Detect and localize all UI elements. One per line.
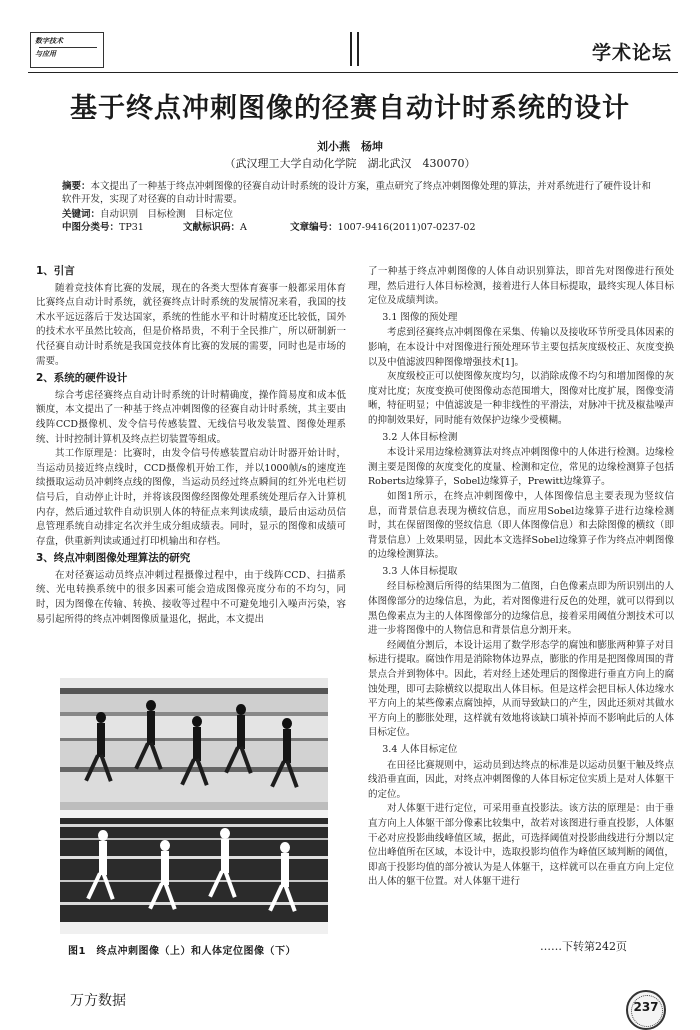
- paragraph: 考虑到径赛终点冲刺图像在采集、传输以及接收环节所受具体因素的影响，在本设计中对图像进行预处理环节主要包括灰度级校正、灰度变换以及中值滤波四种图像增强技术[1]。: [368, 327, 674, 368]
- doc-code-value: A: [240, 222, 247, 233]
- subsection-heading: 3.2 人体目标检测: [382, 431, 458, 443]
- finish-sprint-image: [60, 678, 328, 802]
- abstract-text: 本文提出了一种基于终点冲刺图像的径赛自动计时系统的设计方案，重点研究了终点冲刺图像处理的算法，并对系统进行了硬件设计和软件开发，实现了对径赛的自动计时需要。: [62, 181, 652, 205]
- paragraph: 如图1所示，在终点冲刺图像中，人体图像信息主要表现为竖纹信息，而背景信息表现为横纹信息，而应用Sobel边缘算子进行边缘检测时，其在保留图像的竖纹信息（即人体图像信息）和去除图像的横纹（即背景信息）上效果明显，因此本文选择Sobel边缘算子作为终点冲刺图像的边缘检测算法。: [368, 490, 674, 561]
- paragraph: 其工作原理是：比赛时，由发令信号传感装置启动计时器开始计时，当运动员接近终点线时，CCD摄像机开始工作，并以1000帧/s的速度连续摄取运动员冲刺终点线的图像，当运动员经过终点瞬间的红外光电栏切信号后，自动停止计时，并将该段图像经图像处理系统处理后存入计算机内存，然后通过软件自动识别人体的特征点来判读成绩，最后由运动员信息管理系统自动排定名次并生成分组成绩表。同时，显示的图像和成绩可存盘，供重新判读或通过打印机输出和存档。: [36, 448, 346, 547]
- page-number-badge: [626, 990, 666, 1030]
- continued-note: ……下转第242页: [540, 940, 627, 953]
- article-affiliation: （武汉理工大学自动化学院 湖北武汉 430070）: [224, 157, 476, 170]
- keywords: [62, 208, 658, 221]
- clc-label: 中图分类号：: [62, 222, 120, 233]
- body-location-image: [60, 810, 328, 934]
- article-no-value: 1007-9416(2011)07-0237-02: [337, 222, 476, 233]
- paragraph: 了一种基于终点冲刺图像的人体自动识别算法，即首先对图像进行预处理，然后进行人体目标检测，接着进行人体目标提取，最终实现人体目标定位及成绩判读。: [368, 266, 674, 307]
- paragraph: 经阈值分割后，本设计运用了数学形态学的腐蚀和膨胀两种算子对目标进行提取。腐蚀作用是消除物体边界点，膨胀的作用是把图像周围的背景点合并到物体中。因此，若对经上述处理后的图像进行垂直方向上的腐蚀处理，即可去除横纹以提取出人体目标。但是这样会把目标人体边缘水平方向上的某些像素点腐蚀掉，从而导致缺口的产生，因此还须对其做水平方向上的膨胀处理，这样就有效地将该缺口填补掉而不影响此后的人体目标定位。: [368, 639, 674, 739]
- paragraph: 本设计采用边缘检测算法对终点冲刺图像中的人体进行检测。边缘检测主要是图像的灰度变化的度量、检测和定位，常见的边缘检测算子包括Roberts边缘算子，Sobel边缘算子，Prewitt边缘算子。: [368, 447, 674, 488]
- article-title: 基于终点冲刺图像的径赛自动计时系统的设计: [70, 93, 630, 124]
- section-heading: 3、终点冲刺图像处理算法的研究: [36, 552, 191, 565]
- journal-header: [28, 28, 678, 72]
- journal-name-line1: 数字技术: [35, 36, 63, 45]
- figure-caption: 图1 终点冲刺图像（上）和人体定位图像（下）: [68, 946, 296, 957]
- left-column: [36, 262, 346, 627]
- header-divider: [28, 72, 678, 73]
- section-label: 学术论坛: [591, 42, 672, 64]
- keywords-label: 关键词：: [62, 209, 101, 220]
- badge-ring-icon: [631, 995, 663, 1027]
- source-watermark: 万方数据: [70, 993, 126, 1009]
- clc-value: TP31: [119, 222, 144, 233]
- paragraph: 在田径比赛规则中，运动员到达终点的标准是以运动员躯干触及终点线沿垂直面，因此，对终点冲刺图像的人体目标定位实质上是对人体躯干的定位。: [368, 759, 674, 800]
- subsection-heading: 3.3 人体目标提取: [382, 565, 458, 577]
- journal-name-line2: 与应用: [35, 49, 56, 58]
- subsection-heading: 3.4 人体目标定位: [382, 744, 458, 755]
- figure-1: [60, 678, 328, 934]
- keywords-text: 自动识别 目标检测 目标定位: [100, 209, 234, 220]
- article-authors: 刘小燕 杨坤: [317, 140, 383, 153]
- article-no-label: 文章编号：: [290, 222, 338, 233]
- doc-code-label: 文献标识码：: [183, 222, 241, 233]
- paragraph: 随着竞技体育比赛的发展，现在的各类大型体育赛事一般都采用体育比赛终点自动计时系统，就径赛终点计时系统的发展情况来看，我国的技术水平远远落后于发达国家，系统的性能水平和计时精度还比较低，国外的技术水平虽然比较高，但是价格昂贵，不利于全民推广，所以研制新一代径赛自动计时系统是我国竞技体育比赛的发展的需要，同时也是市场的需要。: [36, 282, 346, 367]
- page-number: 237: [633, 1000, 659, 1014]
- section-heading: 1、引言: [36, 265, 75, 277]
- article-meta: [62, 180, 658, 234]
- classification-line: [62, 221, 658, 234]
- right-column: [368, 265, 674, 890]
- paragraph: 灰度级校正可以使图像灰度均匀，以消除成像不均匀和增加图像的灰度对比度；灰度变换可使图像动态范围增大，图像对比度扩展，图像变清晰，特征明显；中值滤波是一种非线性的平滑法，对脉冲干扰及椒盐噪声的抑制效果好，同时能有效保护边缘少受模糊。: [368, 371, 674, 426]
- paragraph: 经目标检测后所得的结果图为二值图，白色像素点即为所识别出的人体图像部分的边缘信息，为此，若对图像进行反色的处理，就可以得到以黑色像素点为主的人体图像部分的边缘信息，接着采用阈值分割技术可以进一步将图像中的人物信息和背景信息分割开来。: [368, 581, 674, 637]
- section-heading: 2、系统的硬件设计: [36, 372, 128, 385]
- abstract: [62, 180, 658, 206]
- paragraph: 在对径赛运动员终点冲刺过程摄像过程中，由于线阵CCD、扫描系统、光电转换系统中的很多因素可能会造成图像亮度分布的不均匀，同时，因为图像在传输、转换、接收等过程中不可避免地引入噪声污染，容易引起所得的终点冲刺图像质量退化，据此，本文提出: [36, 569, 346, 625]
- paragraph: 对人体躯干进行定位，可采用垂直投影法。该方法的原理是：由于垂直方向上人体躯干部分像素比较集中，故若对该图进行垂直投影，人体躯干必对应投影曲线峰值区域，据此，可选择阈值对投影曲线进行分割以定位出峰值所在区域，本设计中，选取投影均值作为峰值区域判断的阈值，即高于投影均值的部分被认为是人体躯干，这样就可以在垂直方向上定位出人体的躯干位置。对人体躯干进行: [368, 803, 674, 888]
- journal-logo: [30, 32, 104, 68]
- header-bars: [350, 32, 364, 66]
- abstract-label: 摘要：: [62, 181, 91, 192]
- paragraph: 综合考虑径赛终点自动计时系统的计时精确度，操作简易度和成本低额度，本文提出了一种基于终点冲刺图像的径赛自动计时系统，其主要由线阵CCD摄像机、发令信号传感装置、无线信号收发装置、图像处理系统、计时控制计算机及终点拦切装置等组成。: [36, 389, 346, 445]
- subsection-heading: 3.1 图像的预处理: [382, 311, 458, 323]
